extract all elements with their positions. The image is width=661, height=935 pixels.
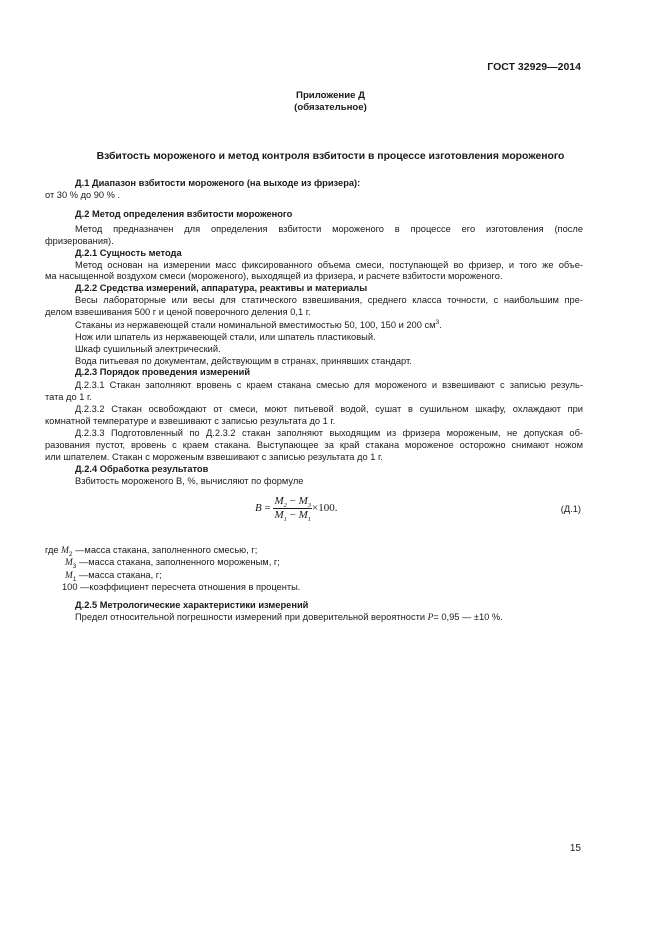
num-b: M xyxy=(298,495,308,507)
section-d23-heading: Д.2.3 Порядок проведения измерений xyxy=(75,367,251,377)
def-row-4 xyxy=(62,582,300,593)
d233-line2: разования пустот, вровень с краем стакана. Выступающее за край стакана мороженое осторожно снимают ножом xyxy=(45,440,583,450)
section-d24-heading: Д.2.4 Обработка результатов xyxy=(75,464,209,474)
formula-factor: 100 xyxy=(318,502,335,515)
section-d21-line1: Метод основан на измерении масс фиксированного объема смеси, поступающей во фризер, и того же объе- xyxy=(75,260,583,270)
den-a: M xyxy=(274,509,284,521)
water-line: Вода питьевая по документам, действующим в странах, принявших стандарт. xyxy=(75,356,412,366)
formula-fraction xyxy=(273,495,312,524)
def-2-sub: 3 xyxy=(72,562,77,570)
def-row-1 xyxy=(45,545,257,557)
where-word: где xyxy=(45,545,59,555)
d25-text-b: = 0,95 — ±10 %. xyxy=(433,612,503,622)
d233-line3: или шпателем. Стакан с мороженым взвешивают с записью результата до 1 г. xyxy=(45,452,383,462)
d233-line1: Д.2.3.3 Подготовленный по Д.2.3.2 стакан заполняют выходящим из фризера мороженым, не допуская об- xyxy=(75,428,583,438)
section-d25-heading: Д.2.5 Метрологические характеристики измерений xyxy=(75,600,309,610)
cups-line xyxy=(75,320,442,331)
appendix-title: Приложение Д xyxy=(296,90,365,101)
den-b-sub: 1 xyxy=(307,516,312,524)
formula-denominator xyxy=(273,509,312,524)
def-3-text: —масса стакана, г; xyxy=(76,570,162,580)
section-d25-text xyxy=(75,612,503,624)
den-b: M xyxy=(298,509,308,521)
d231-line1: Д.2.3.1 Стакан заполняют вровень с краем стакана смесью для мороженого и взвешивают с записью резуль- xyxy=(75,380,583,390)
section-d21-line2: ма насыщенной воздухом смеси (мороженого), выходящей из фризера, и расчете взбитости мороженого. xyxy=(45,271,503,281)
d232-line1: Д.2.3.2 Стакан освобождают от смеси, моют питьевой водой, сушат в сушильном шкафу, охлаждают при xyxy=(75,404,583,414)
main-title: Взбитость мороженого и метод контроля взбитости в процессе изготовления мороженого xyxy=(96,151,565,162)
num-a: M xyxy=(274,495,284,507)
section-d2-heading: Д.2 Метод определения взбитости мороженого xyxy=(75,209,293,219)
section-d2-intro-line2: фризерования). xyxy=(45,236,114,246)
def-2-text: —масса стакана, заполненного мороженым, г; xyxy=(76,557,280,567)
def-2-symbol: M xyxy=(65,558,73,568)
den-minus: − xyxy=(286,509,299,521)
formula-end: . xyxy=(334,502,338,515)
standard-number: ГОСТ 32929—2014 xyxy=(487,61,581,73)
scales-line1: Весы лабораторные или весы для статического взвешивания, среднего класса точности, с наибольшим пре- xyxy=(75,295,583,305)
page-number: 15 xyxy=(569,843,581,854)
def-4-symbol: 100 xyxy=(62,582,78,592)
d25-p-symbol: P xyxy=(427,613,434,623)
def-1-symbol: M xyxy=(61,546,69,556)
cups-sup: 3 xyxy=(435,318,440,326)
formula xyxy=(255,495,338,524)
formula-lhs: B xyxy=(255,502,262,515)
num-minus: − xyxy=(286,495,299,507)
oven-line: Шкаф сушильный электрический. xyxy=(75,344,221,354)
def-1-sub: 2 xyxy=(68,550,73,558)
section-d1-heading: Д.1 Диапазон взбитости мороженого (на выходе из фризера): xyxy=(75,178,361,188)
def-1-text: —масса стакана, заполненного смесью, г; xyxy=(72,545,258,555)
def-row-3 xyxy=(65,570,162,582)
cups-text: Стаканы из нержавеющей стали номинальной вместимостью 50, 100, 150 и 200 см xyxy=(75,320,436,330)
section-d2-intro-line1: Метод предназначен для определения взбитости мороженого в процессе его изготовления (после xyxy=(75,224,583,234)
section-d21-heading: Д.2.1 Сущность метода xyxy=(75,248,182,258)
def-row-2 xyxy=(65,557,280,569)
d231-line2: тата до 1 г. xyxy=(45,392,92,402)
den-a-sub: 1 xyxy=(283,516,287,524)
formula-intro: Взбитость мороженого В, %, вычисляют по формуле xyxy=(75,476,304,486)
section-d1-value: от 30 % до 90 % . xyxy=(45,190,121,200)
cups-end: . xyxy=(439,320,442,330)
equation-number: (Д.1) xyxy=(560,504,581,514)
formula-numerator xyxy=(273,496,312,509)
section-d22-heading: Д.2.2 Средства измерений, аппаратура, реактивы и материалы xyxy=(75,283,368,293)
appendix-status: (обязательное) xyxy=(294,102,367,113)
scales-line2: делом взвешивания 500 г и ценой поверочного деления 0,1 г. xyxy=(45,307,311,317)
num-a-sub: 2 xyxy=(283,502,287,510)
def-3-sub: 1 xyxy=(72,575,77,583)
formula-equals: = xyxy=(264,502,271,515)
d25-text-a: Предел относительной погрешности измерений при доверительной вероятности xyxy=(75,612,428,622)
num-b-sub: 3 xyxy=(307,502,312,510)
def-4-text: —коэффициент пересчета отношения в проценты. xyxy=(77,582,301,592)
d232-line2: комнатной температуре и взвешивают с записью результата до 1 г. xyxy=(45,416,336,426)
formula-times: × xyxy=(312,502,319,515)
knife-line: Нож или шпатель из нержавеющей стали, или шпатель пластиковый. xyxy=(75,332,376,342)
def-3-symbol: M xyxy=(65,571,73,581)
